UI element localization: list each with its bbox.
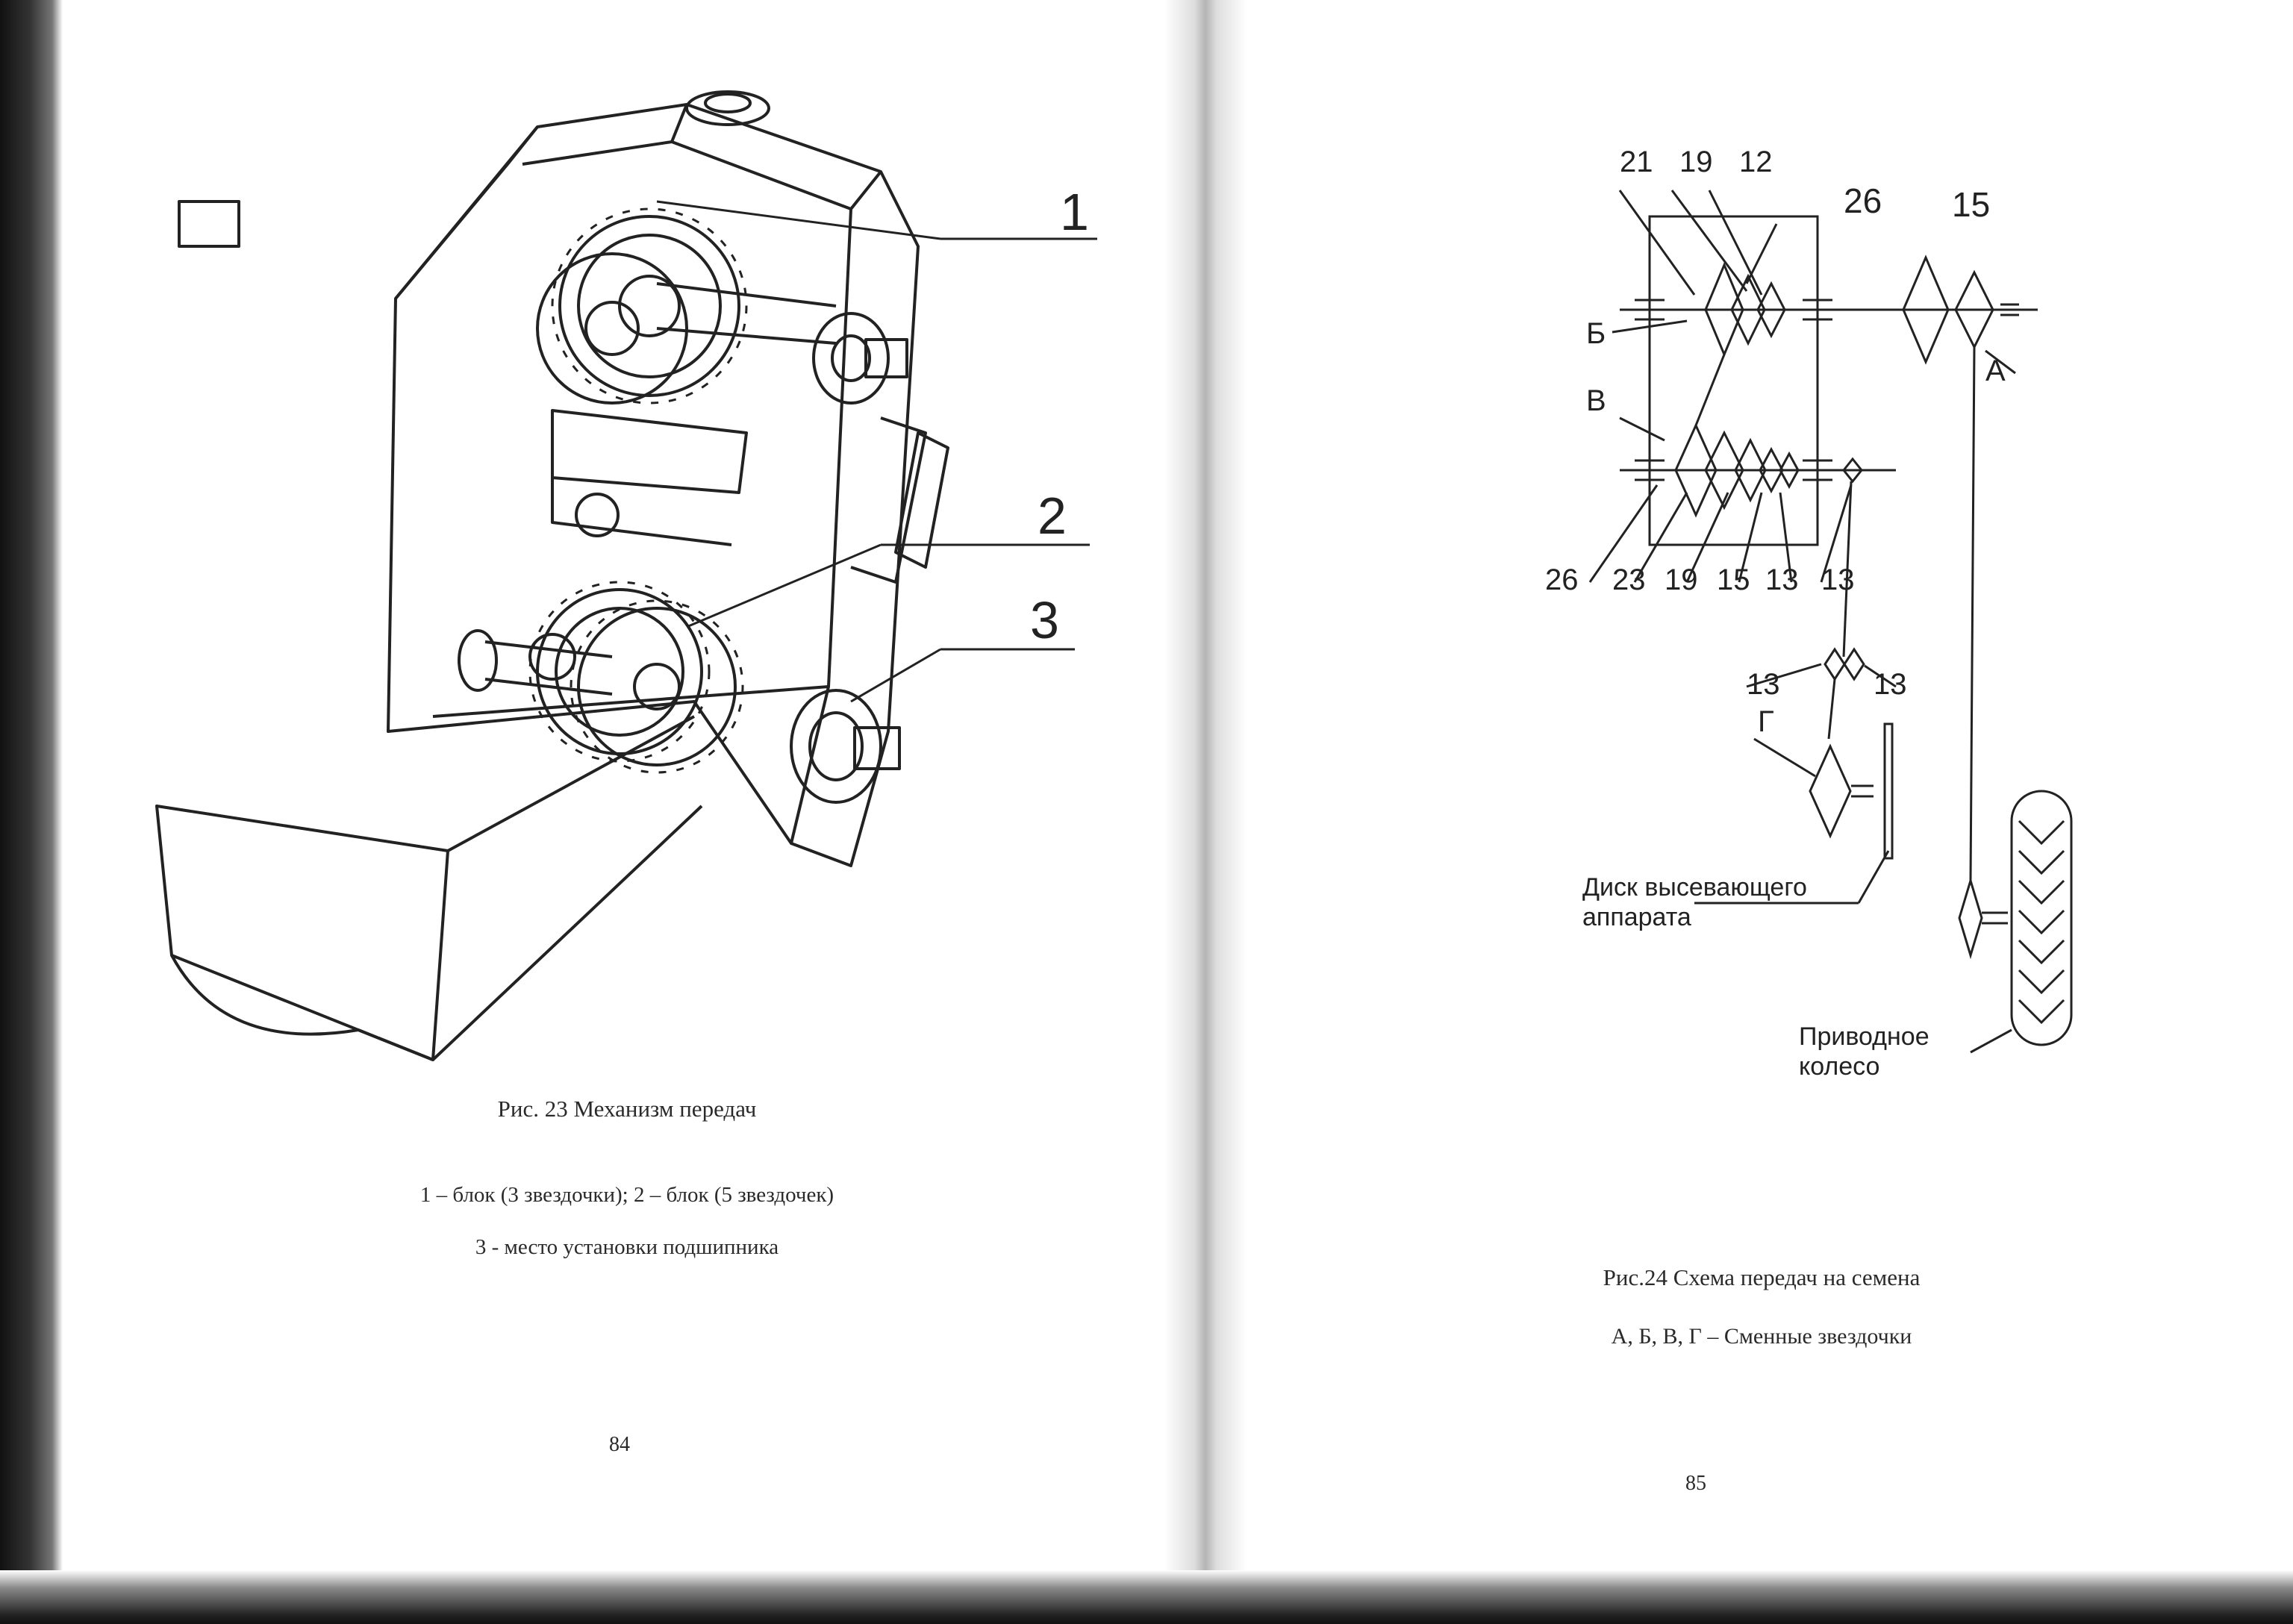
label-13-mid-left: 13	[1747, 668, 1780, 701]
callout-3: 3	[1030, 591, 1059, 649]
label-v: В	[1586, 384, 1606, 417]
wheel-label-line-2: колесо	[1799, 1052, 1880, 1081]
figure-23-legend-line-2: 3 - место установки подшипника	[475, 1235, 779, 1259]
page-number-left: 84	[609, 1433, 630, 1456]
callout-1: 1	[1060, 183, 1089, 241]
label-21: 21	[1620, 146, 1653, 178]
figure-24-caption: Рис.24 Схема передач на семена	[1603, 1264, 1921, 1290]
callout-2: 2	[1038, 487, 1067, 545]
label-19-bottom: 19	[1665, 563, 1698, 596]
figure-23-caption: Рис. 23 Механизм передач	[497, 1096, 757, 1122]
scan-edge-left	[0, 0, 63, 1624]
label-19-top: 19	[1679, 146, 1713, 178]
label-a: А	[1985, 355, 2006, 387]
label-b: Б	[1586, 317, 1606, 350]
label-26-top: 26	[1844, 181, 1882, 220]
label-13-bottom-b: 13	[1821, 563, 1855, 596]
label-12: 12	[1739, 146, 1773, 178]
figure-24-legend: А, Б, В, Г – Сменные звездочки	[1611, 1324, 1912, 1349]
transmission-scheme	[1523, 134, 2090, 1105]
label-g: Г	[1758, 705, 1774, 738]
figure-23-legend-line-1: 1 – блок (3 звездочки); 2 – блок (5 звездочек)	[419, 1183, 834, 1207]
label-15-top: 15	[1952, 185, 1991, 224]
label-23: 23	[1612, 563, 1646, 596]
label-26-bottom: 26	[1545, 563, 1579, 596]
wheel-label-line-1: Приводное	[1799, 1022, 1929, 1051]
page-number-right: 85	[1685, 1472, 1706, 1495]
disk-label-line-2: аппарата	[1582, 903, 1691, 931]
scan-edge-bottom	[0, 1570, 2293, 1624]
label-13-mid-right: 13	[1874, 668, 1907, 701]
gear-mechanism-drawing	[134, 60, 1179, 1105]
label-13-bottom-a: 13	[1765, 563, 1799, 596]
label-15-bottom: 15	[1717, 563, 1750, 596]
disk-label-line-1: Диск высевающего	[1582, 873, 1807, 902]
